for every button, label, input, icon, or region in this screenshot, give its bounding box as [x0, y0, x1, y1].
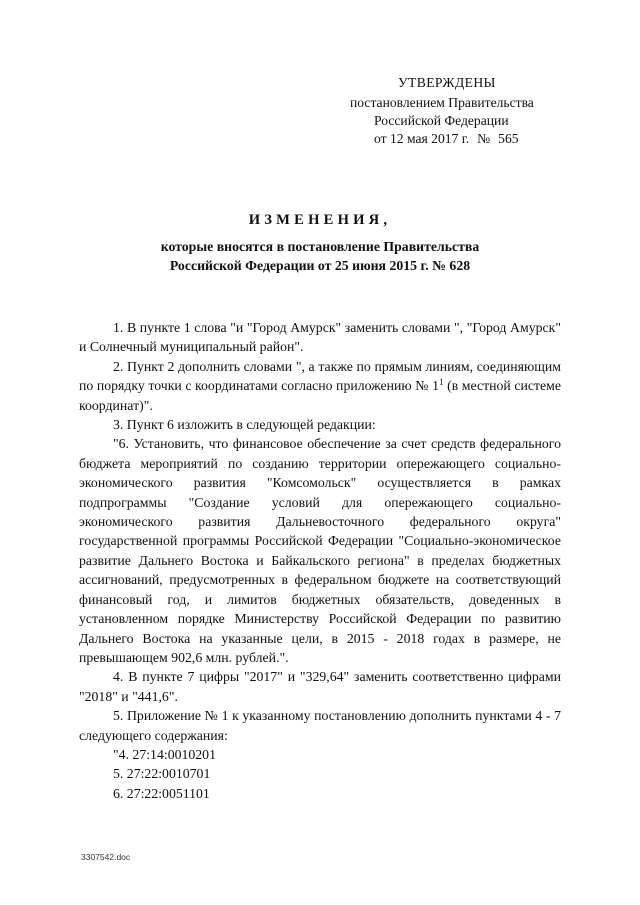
document-subtitle-line2: Российской Федерации от 25 июня 2015 г. № 628	[169, 258, 471, 273]
approval-line: постановлением Правительства	[350, 95, 534, 110]
approval-heading: УТВЕРЖДЕНЫ	[398, 75, 496, 90]
paragraph-3-quote: "6. Установить, что финансовое обеспечение за счет средств федерального бюджета мероприятий по созданию территории опережающего социально-экономического развития "Комсомольск" осуществляется в рамках подпрограммы "Создание условий для опережающего социально-экономического развития Дальневосточного федерального округа" государственной программы Российской Федерации "Социально-экономическое развитие Дальнего Востока и Байкальского региона" в пределах бюджетных ассигнований, предусмотренных в федеральном бюджете на соответствующий финансовый год, и лимитов бюджетных обязательств, доведенных в установленном порядке Министерству Российской Федерации по развитию Дальнего Востока на указанные цели, в 2015 - 2018 годах в размере, не превышающем 902,6 млн. рублей.".	[79, 436, 561, 665]
footnote-superscript: 1	[439, 377, 444, 388]
document-body	[79, 318, 561, 803]
approval-date: от 12 мая 2017 г.	[374, 131, 470, 146]
list-item: 6. 27:22:0051101	[113, 785, 210, 801]
approval-number: 565	[498, 131, 519, 146]
list-item: 5. 27:22:0010701	[113, 766, 211, 782]
footer-filename: 3307542.doc	[81, 852, 131, 862]
paragraph-3: 3. Пункт 6 изложить в следующей редакции:	[113, 417, 376, 433]
document-title: ИЗМЕНЕНИЯ,	[248, 212, 392, 228]
list-item: "4. 27:14:0010201	[113, 746, 216, 762]
paragraph-5: 5. Приложение № 1 к указанному постановлению дополнить пунктами 4 - 7 следующего содержания:	[79, 708, 561, 743]
approval-line: Российской Федерации	[374, 113, 509, 128]
document-subtitle-line1: которые вносятся в постановление Правительства	[160, 239, 480, 254]
paragraph-2	[79, 357, 561, 415]
paragraph-2-text: 2. Пункт 2 дополнить словами ", а также по прямым линиям, соединяющим по порядку точки с координатами согласно приложению № 1	[79, 358, 561, 394]
paragraph-4: 4. В пункте 7 цифры "2017" и "329,64" заменить соответственно цифрами "2018" и "441,6".	[79, 669, 561, 704]
paragraph-1: 1. В пункте 1 слова "и "Город Амурск" заменить словами ", "Город Амурск" и Солнечный муниципальный район".	[79, 320, 561, 355]
paragraph-2-tail: (в местной системе координат)".	[79, 378, 561, 413]
number-sign: №	[477, 131, 491, 146]
approval-date-line	[374, 130, 519, 148]
